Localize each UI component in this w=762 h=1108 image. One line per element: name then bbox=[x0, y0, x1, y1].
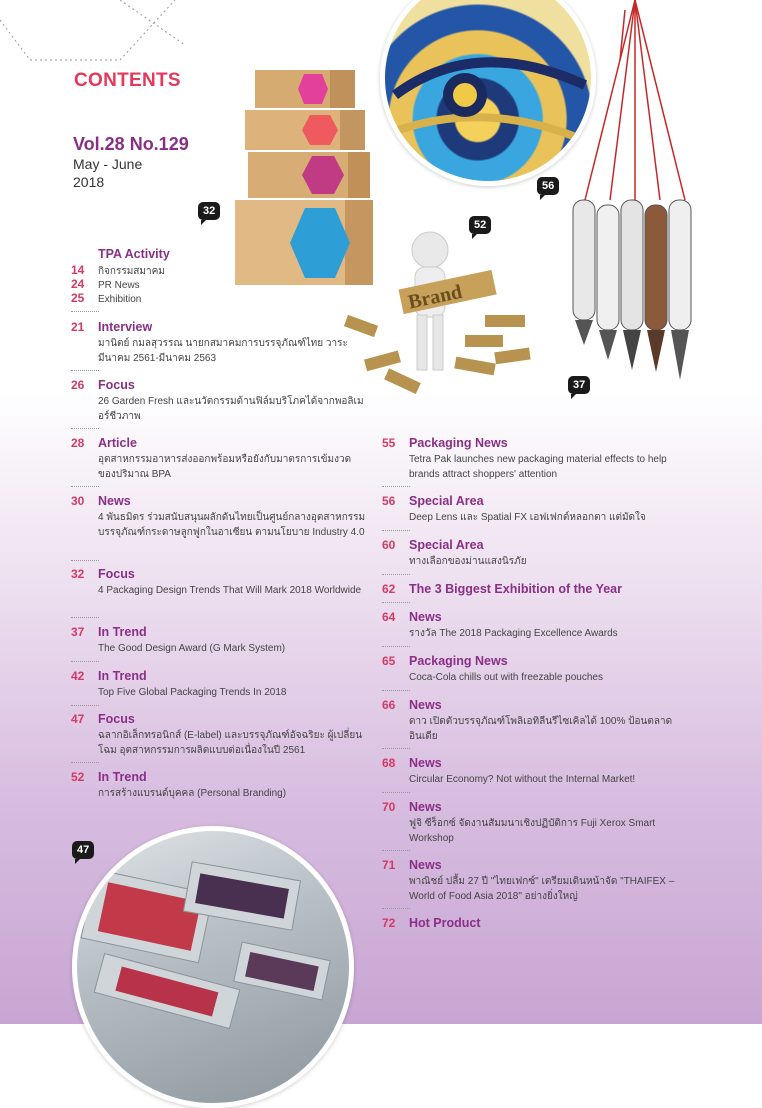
separator bbox=[382, 486, 410, 487]
peacock-art-image bbox=[380, 0, 596, 186]
corner-decoration-2 bbox=[0, 0, 200, 110]
separator bbox=[382, 646, 410, 647]
separator bbox=[71, 428, 99, 429]
peacock-pattern-icon bbox=[385, 0, 591, 181]
separator bbox=[382, 602, 410, 603]
issue-year: 2018 bbox=[73, 174, 105, 190]
toc-section-tpa bbox=[71, 247, 361, 309]
tpa-item[interactable]: 25 Exhibition bbox=[71, 291, 142, 305]
issue-date bbox=[73, 155, 193, 191]
brand-figure-image bbox=[335, 225, 550, 405]
separator bbox=[71, 661, 99, 662]
separator bbox=[382, 690, 410, 691]
separator bbox=[382, 574, 410, 575]
tpa-item[interactable]: 14 กิจกรรมสมาคม bbox=[71, 263, 165, 277]
volume-number: Vol.28 No.129 bbox=[73, 134, 189, 154]
separator bbox=[71, 762, 99, 763]
separator bbox=[71, 311, 99, 312]
separator bbox=[382, 748, 410, 749]
page-badge-56: 56 bbox=[537, 177, 559, 195]
separator bbox=[71, 370, 99, 371]
separator bbox=[71, 617, 99, 618]
page-badge-37: 37 bbox=[568, 376, 590, 394]
separator bbox=[382, 908, 410, 909]
berry-production-line-image bbox=[72, 826, 354, 1108]
separator bbox=[382, 530, 410, 531]
contents-heading: CONTENTS bbox=[74, 70, 181, 91]
separator bbox=[382, 850, 410, 851]
page-badge-47: 47 bbox=[72, 841, 94, 859]
page-badge-32: 32 bbox=[198, 202, 220, 220]
conveyor-pattern-icon bbox=[77, 831, 349, 1103]
separator bbox=[382, 792, 410, 793]
separator bbox=[71, 560, 99, 561]
separator bbox=[71, 486, 99, 487]
tpa-heading: TPA Activity bbox=[98, 247, 170, 261]
svg-text:Brand: Brand bbox=[406, 280, 465, 314]
issue-months: May - June bbox=[73, 156, 143, 172]
tpa-item[interactable]: 24 PR News bbox=[71, 277, 140, 291]
separator bbox=[71, 705, 99, 706]
fish-packaging-image bbox=[565, 0, 715, 390]
page-badge-52: 52 bbox=[469, 216, 491, 234]
